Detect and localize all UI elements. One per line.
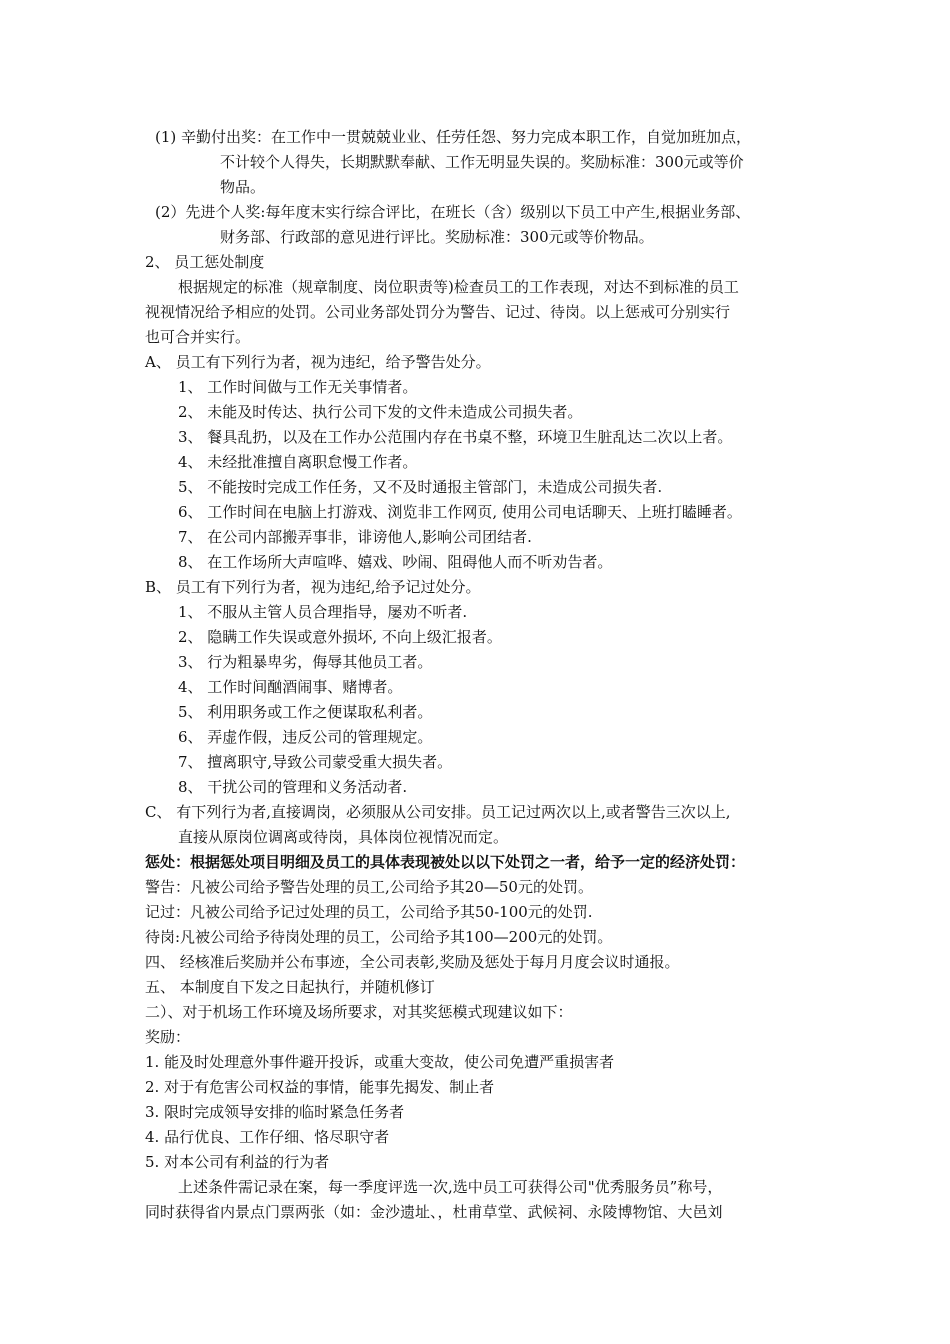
list-item: 2. 对于有危害公司权益的事情，能事先揭发、制止者 — [145, 1078, 495, 1096]
section-heading: 二）、对于机场工作环境及场所要求，对其奖惩模式现建议如下： — [145, 1003, 573, 1021]
text-line: (1) 辛勤付出奖：在工作中一贯兢兢业业、任劳任怨、努力完成本职工作，自觉加班加点， — [155, 128, 752, 146]
text-line: 财务部、行政部的意见进行评比。奖励标准：300元或等价物品。 — [220, 228, 654, 246]
text-line: 根据规定的标准（规章制度、岗位职责等)检查员工的工作表现，对达不到标准的员工 — [178, 278, 739, 296]
list-item: 6、 工作时间在电脑上打游戏、浏览非工作网页, 使用公司电话聊天、上班打瞌睡者。 — [178, 503, 742, 521]
text-line: B、 员工有下列行为者，视为违纪,给予记过处分。 — [145, 578, 481, 596]
text-line: C、 有下列行为者,直接调岗，必须服从公司安排。员工记过两次以上,或者警告三次以上, — [145, 803, 731, 821]
list-item: 6、 弄虚作假，违反公司的管理规定。 — [178, 728, 433, 746]
list-item: 4、 未经批准擅自离职怠慢工作者。 — [178, 453, 418, 471]
text-line: A、 员工有下列行为者，视为违纪，给予警告处分。 — [145, 353, 491, 371]
list-item: 1、 不服从主管人员合理指导，屡劝不听者. — [178, 603, 468, 621]
list-item: 8、 干扰公司的管理和义务活动者. — [178, 778, 408, 796]
text-line: 同时获得省内景点门票两张（如：金沙遗址、，杜甫草堂、武候祠、永陵博物馆、大邑刘 — [145, 1203, 723, 1221]
text-line: 待岗:凡被公司给予待岗处理的员工，公司给予其100—200元的处罚。 — [145, 928, 613, 946]
text-line: 直接从原岗位调离或待岗，具体岗位视情况而定。 — [178, 828, 509, 846]
list-item: 3、 餐具乱扔，以及在工作办公范围内存在书桌不整，环境卫生脏乱达二次以上者。 — [178, 428, 733, 446]
list-item: 3. 限时完成领导安排的临时紧急任务者 — [145, 1103, 405, 1121]
list-item: 4、 工作时间酗酒闹事、赌博者。 — [178, 678, 403, 696]
text-line: 四、 经核准后奖励并公布事迹，全公司表彰,奖励及惩处于每月月度会议时通报。 — [145, 953, 680, 971]
text-line: 视视情况给予相应的处罚。公司业务部处罚分为警告、记过、待岗。以上惩戒可分别实行 — [145, 303, 731, 321]
text-line: 五、 本制度自下发之日起执行，并随机修订 — [145, 978, 435, 996]
bold-heading: 惩处：根据惩处项目明细及员工的具体表现被处以以下处罚之一者，给予一定的经济处罚： — [145, 853, 746, 871]
list-item: 7、 在公司内部搬弄事非，诽谤他人,影响公司团结者. — [178, 528, 532, 546]
text-line: 记过：凡被公司给予记过处理的员工，公司给予其50-100元的处罚. — [145, 903, 593, 921]
list-item: 5. 对本公司有利益的行为者 — [145, 1153, 330, 1171]
text-line: 物品。 — [220, 178, 266, 196]
text-line: 奖励： — [145, 1028, 191, 1046]
text-line: 上述条件需记录在案，每一季度评选一次,选中员工可获得公司"优秀服务员”称号， — [178, 1178, 723, 1196]
list-item: 2、 隐瞒工作失误或意外损坏, 不向上级汇报者。 — [178, 628, 502, 646]
list-item: 5、 不能按时完成工作任务，又不及时通报主管部门，未造成公司损失者. — [178, 478, 663, 496]
text-line: 也可合并实行。 — [145, 328, 251, 346]
list-item: 8、 在工作场所大声喧哗、嬉戏、吵闹、阻碍他人而不听劝告者。 — [178, 553, 613, 571]
list-item: 1、 工作时间做与工作无关事情者。 — [178, 378, 418, 396]
text-line: 不计较个人得失，长期默默奉献、工作无明显失误的。奖励标准：300元或等价 — [220, 153, 744, 171]
section-heading: 2、 员工惩处制度 — [145, 253, 265, 271]
list-item: 4. 品行优良、工作仔细、恪尽职守者 — [145, 1128, 390, 1146]
list-item: 7、 擅离职守,导致公司蒙受重大损失者。 — [178, 753, 453, 771]
list-item: 5、 利用职务或工作之便谋取私利者。 — [178, 703, 433, 721]
list-item: 2、 未能及时传达、执行公司下发的文件未造成公司损失者。 — [178, 403, 583, 421]
text-line: (2）先进个人奖:每年度末实行综合评比，在班长（含）级别以下员工中产生,根据业务部、 — [155, 203, 751, 221]
list-item: 1. 能及时处理意外事件避开投诉，或重大变故，使公司免遭严重损害者 — [145, 1053, 615, 1071]
text-line: 警告：凡被公司给予警告处理的员工,公司给予其20—50元的处罚。 — [145, 878, 593, 896]
list-item: 3、 行为粗暴卑劣，侮辱其他员工者。 — [178, 653, 433, 671]
